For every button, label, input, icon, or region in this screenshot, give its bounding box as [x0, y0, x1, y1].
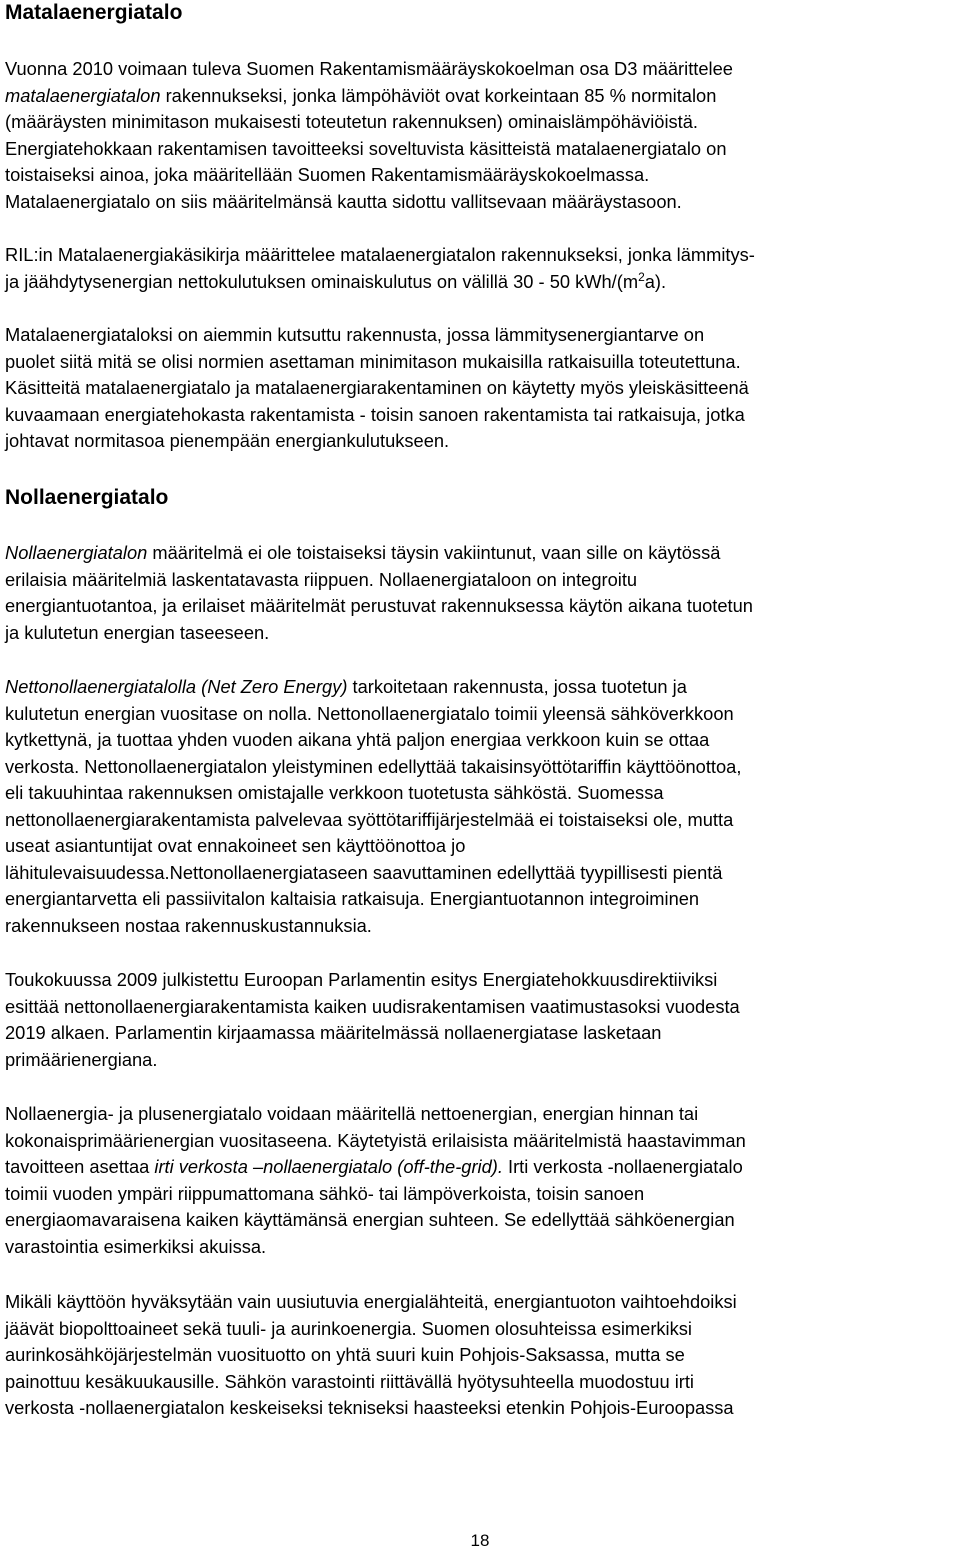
paragraph-renewables: Mikäli käyttöön hyväksytään vain uusiutuvia energialähteitä, energiantuoton vaihtoehdoiksi jäävät biopolttoaineet sekä tuuli- ja aurinkoenergia. Suomen olosuhteissa esimerkiksi aurinkosähköjärjestelmän vuosituotto on yhtä suuri kuin Pohjois-Saksassa, mutta se painottuu kesäkuukausille. Sähkön varastointi riittävällä hyötysuhteella muodostuu irti verkosta -nollaenergiatalon keskeiseksi tekniseksi haasteeksi etenkin Pohjois-Euroopassa	[5, 1291, 737, 1418]
paragraph-text: rakennukseksi, jonka lämpöhäviöt ovat korkeintaan 85 % normitalon (määräysten minimitason mukaisesti toteutetun rakennuksen) ominaislämpöhäviöistä. Energiatehokkaan rakentamisen tavoitteeksi soveltuvista käsitteistä matalaenergiatalo on toistaiseksi ainoa, joka määritellään Suomen Rakentamismääräyskokoelmassa. Matalaenergiatalo on siis määritelmänsä kautta sidottu vallitsevaan määräystasoon.	[5, 84, 727, 212]
heading-nollaenergiatalo: Nollaenergiatalo	[5, 486, 169, 509]
paragraph-ril-definition	[5, 242, 955, 295]
paragraph-net-zero	[5, 674, 955, 939]
paragraph-text: a).	[644, 270, 667, 292]
term-italic: irti verkosta –nollaenergiatalo (off-the-grid).	[154, 1156, 503, 1177]
paragraph-text: RIL:in Matalaenergiakäsikirja määrittelee matalaenergiatalon rakennukseksi, jonka lämmitys- ja jäähdytysenergian nettokulutuksen ominaiskulutus on välillä 30 - 50 kWh/(m	[5, 244, 755, 292]
paragraph-text: tarkoitetaan rakennusta, jossa tuotetun ja kulutetun energian vuositase on nolla. Nettonollaenergiatalo toimii yleensä sähköverkkoon kytkettynä, ja tuottaa yhden vuoden aikana yhtä paljon energiaa verkkoon kuin se ottaa verkosta. Nettonollaenergiatalon yleistyminen edellyttää takaisinsyöttötariffin käyttöönottoa, eli takuuhintaa rakennuksen omistajalle verkkoon tuotetusta sähköstä. Suomessa nettonollaenergiarakentamista palvelevaa syöttötariffijärjestelmää ei toistaiseksi ole, mutta useat asiantuntijat ovat ennakoineet sen käyttöönottoa jo lähitulevaisuudessa.Nettonollaenergiataseen saavuttaminen edellyttää tyypillisesti pientä energiantarvetta eli passiivitalon kaltaisia ratkaisuja. Energiantuotannon integroiminen rakennukseen nostaa rakennuskustannuksia.	[5, 676, 742, 936]
page-number: 18	[470, 1531, 490, 1550]
term-italic: matalaenergiatalon	[5, 84, 161, 106]
paragraph-nolla-definition	[5, 540, 955, 646]
paragraph-matala-history: Matalaenergiataloksi on aiemmin kutsuttu rakennusta, jossa lämmitysenergiantarve on puolet siitä mitä se olisi normien asettaman minimitason mukaisilla ratkaisuilla toteutettuna. Käsitteitä matalaenergiatalo ja matalaenergiarakentaminen on käytetty myös yleiskäsitteenä kuvaamaan energiatehokasta rakentamista - toisin sanoen rakentamista tai ratkaisuja, jotka johtavat normitasoa pienempään energiankulutukseen.	[5, 324, 749, 451]
heading-matalaenergiatalo: Matalaenergiatalo	[5, 1, 183, 24]
paragraph-text: määritelmä ei ole toistaiseksi täysin vakiintunut, vaan sille on käytössä erilaisia määritelmiä laskentatavasta riippuen. Nollaenergiataloon on integroitu energiantuotantoa, ja erilaiset määritelmät perustuvat rakennuksessa käytön aikana tuotetun ja kulutetun energian taseeseen.	[5, 542, 753, 643]
superscript: 2	[638, 269, 645, 284]
term-italic: Nollaenergiatalon	[5, 542, 148, 563]
paragraph-eu-directive: Toukokuussa 2009 julkistettu Euroopan Parlamentin esitys Energiatehokkuusdirektiiviksi esittää nettonollaenergiarakentamista kaiken uudisrakentamisen vaatimustasoksi vuodesta 2019 alkaen. Parlamentin kirjaamassa määritelmässä nollaenergiatase lasketaan primäärienergiana.	[5, 969, 740, 1070]
paragraph-plusenergy	[5, 1101, 955, 1260]
paragraph-matala-definition	[5, 56, 955, 215]
paragraph-text: Vuonna 2010 voimaan tuleva Suomen Rakentamismääräyskokoelman osa D3 määrittelee	[5, 58, 733, 79]
term-italic: Nettonollaenergiatalolla (Net Zero Energy)	[5, 676, 348, 697]
paragraph-text: Nollaenergia- ja plusenergiatalo voidaan määritellä nettoenergian, energian hinnan tai kokonaisprimäärienergian vuositaseena. Käytetyistä erilaisista määritelmistä haastavimman tavoitteen asettaa	[5, 1103, 746, 1177]
paragraph-text: Irti verkosta -nollaenergiatalo toimii vuoden ympäri riippumattomana sähkö- tai lämpöverkoista, toisin sanoen energiaomavaraisena kaiken käyttämänsä energian suhteen. Se edellyttää sähköenergian varastointia esimerkiksi akuissa.	[5, 1156, 743, 1257]
